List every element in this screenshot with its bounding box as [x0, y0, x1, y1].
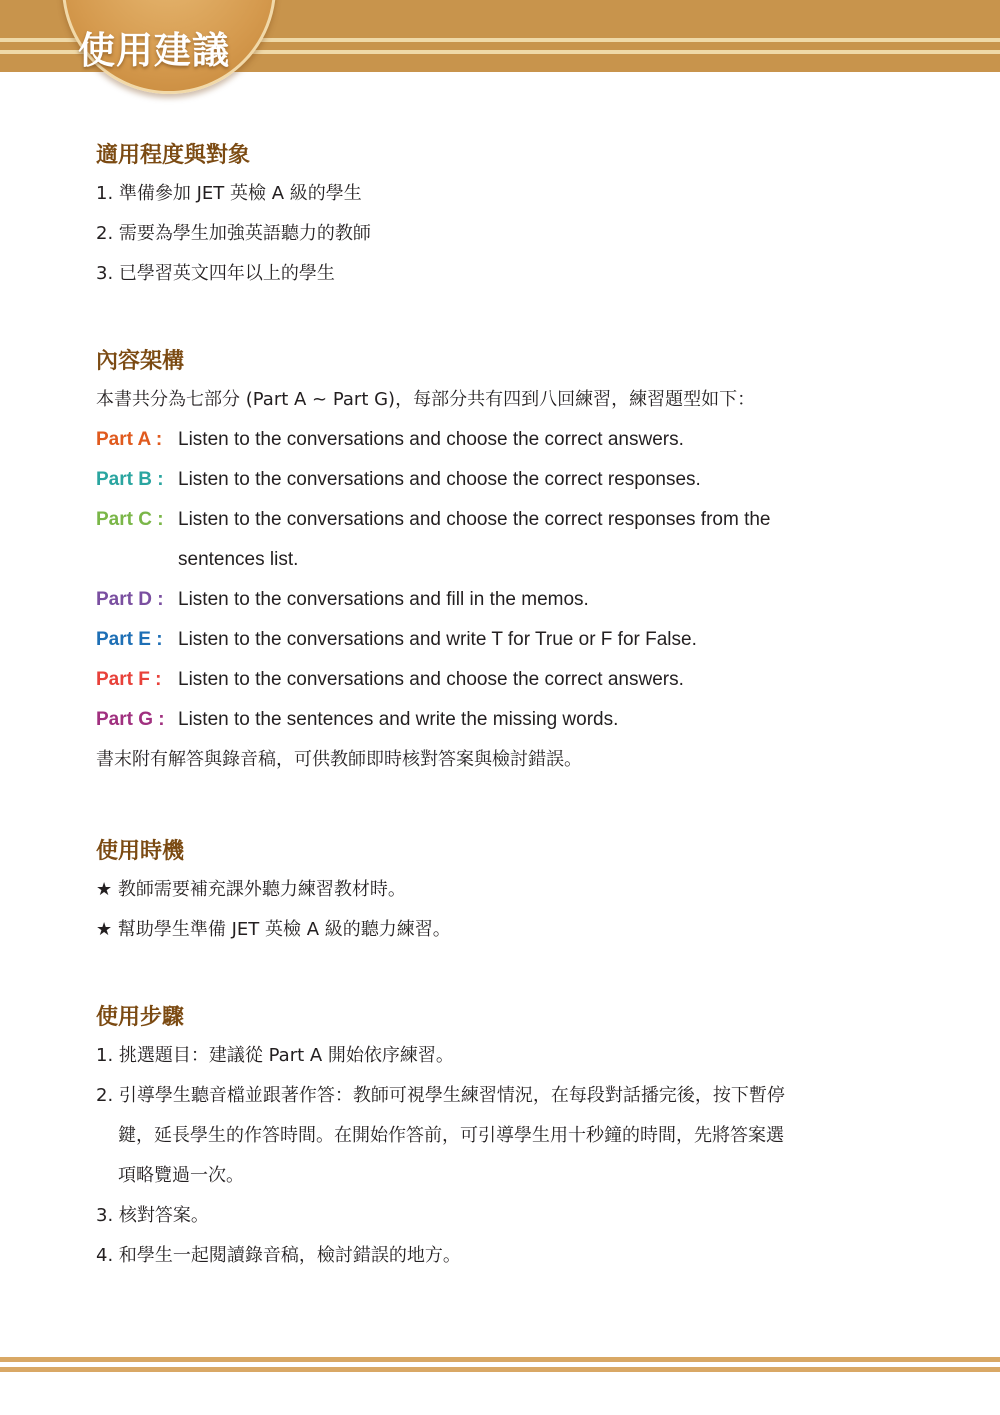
- part-label: Part C :: [96, 509, 164, 530]
- structure-outro: 書末附有解答與錄音稿，可供教師即時核對答案與檢討錯誤。: [96, 749, 582, 770]
- part-row-c-continued: [96, 540, 896, 580]
- part-label: Part G :: [96, 709, 165, 730]
- part-description: Listen to the sentences and write the missing words.: [178, 709, 619, 730]
- list-item-continued: 項略覽過一次。: [118, 1165, 244, 1186]
- list-item: 1. 挑選題目：建議從 Part A 開始依序練習。: [96, 1045, 454, 1066]
- list-item: 3. 已學習英文四年以上的學生: [96, 263, 335, 284]
- footer-stripe: [0, 1357, 1000, 1362]
- part-description-continued: sentences list.: [178, 549, 299, 570]
- list-item: ★ 教師需要補充課外聽力練習教材時。: [96, 879, 406, 900]
- part-row-c: [96, 500, 896, 540]
- part-row-g: [96, 700, 896, 740]
- part-row-f: [96, 660, 896, 700]
- section-timing: [96, 835, 896, 950]
- part-description: Listen to the conversations and write T for True or F for False.: [178, 629, 697, 650]
- part-label: Part E :: [96, 629, 163, 650]
- list-item: 4. 和學生一起閱讀錄音稿，檢討錯誤的地方。: [96, 1245, 461, 1266]
- part-label: Part B :: [96, 469, 164, 490]
- part-row-b: [96, 460, 896, 500]
- part-description: Listen to the conversations and choose the correct responses from the: [178, 509, 771, 530]
- section-title: 使用時機: [96, 839, 185, 864]
- part-label: Part A :: [96, 429, 163, 450]
- part-description: Listen to the conversations and choose the correct responses.: [178, 469, 701, 490]
- section-title: 使用步驟: [96, 1005, 185, 1030]
- part-description: Listen to the conversations and fill in the memos.: [178, 589, 589, 610]
- section-title: 內容架構: [96, 349, 185, 374]
- list-item: 2. 需要為學生加強英語聽力的教師: [96, 223, 371, 244]
- list-item-continued: 鍵，延長學生的作答時間。在開始作答前，可引導學生用十秒鐘的時間，先將答案選: [118, 1125, 784, 1146]
- list-item: 1. 準備參加 JET 英檢 A 級的學生: [96, 183, 362, 204]
- section-audience: [96, 139, 896, 294]
- section-steps: [96, 1001, 896, 1276]
- list-item: 3. 核對答案。: [96, 1205, 209, 1226]
- section-title: 適用程度與對象: [96, 143, 251, 168]
- list-item: 2. 引導學生聽音檔並跟著作答：教師可視學生練習情況，在每段對話播完後，按下暫停: [96, 1085, 785, 1106]
- part-label: Part D :: [96, 589, 164, 610]
- list-item: ★ 幫助學生準備 JET 英檢 A 級的聽力練習。: [96, 919, 451, 940]
- part-row-a: [96, 420, 896, 460]
- part-row-d: [96, 580, 896, 620]
- part-description: Listen to the conversations and choose the correct answers.: [178, 429, 684, 450]
- part-description: Listen to the conversations and choose the correct answers.: [178, 669, 684, 690]
- page-title: 使用建議: [78, 29, 230, 72]
- part-row-e: [96, 620, 896, 660]
- part-label: Part F :: [96, 669, 162, 690]
- footer-stripe: [0, 1367, 1000, 1372]
- structure-intro: 本書共分為七部分 (Part A ~ Part G)，每部分共有四到八回練習，練習題型如下：: [96, 389, 756, 410]
- section-structure: [96, 345, 896, 780]
